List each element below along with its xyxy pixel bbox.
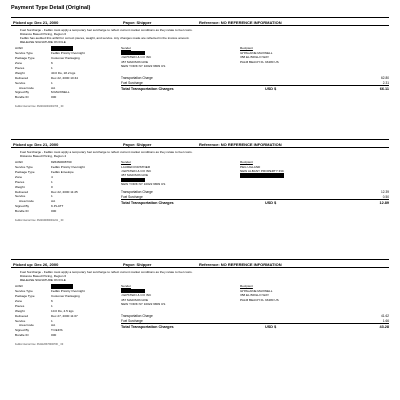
- charges-table: [121, 190, 389, 207]
- shipment-block: [11, 139, 389, 222]
- currency: USD $: [265, 325, 277, 330]
- currency: USD $: [265, 87, 277, 92]
- field-label: Bundle ID: [15, 209, 29, 214]
- payor: Payor: Shipper: [123, 20, 152, 25]
- field-value: 40.0 lbs, 18.2 kgs: [51, 70, 76, 75]
- field-label: Delivered: [15, 75, 29, 80]
- recipient-line: PALM BEACH FL 33480 US: [240, 297, 279, 302]
- recipient-address: [240, 160, 284, 178]
- field-value: 1: [51, 318, 53, 323]
- redaction-bar: [51, 284, 73, 289]
- reference: Reference: NO REFERENCE INFORMATION: [199, 262, 282, 267]
- shipment-header: [11, 139, 389, 148]
- page-title: Payment Type Detail (Original): [11, 5, 91, 11]
- field-label: Area Code: [19, 199, 34, 204]
- internal-use: FedEx Internal Use: 3641126376000706 _ 00: [15, 343, 64, 347]
- total-amount: 43.28: [379, 325, 389, 330]
- field-label: Pieces: [15, 179, 25, 184]
- sender-line: NEW YORK NY 10022 6809 US: [121, 182, 166, 187]
- payor: Payor: Shipper: [123, 142, 152, 147]
- field-label: Area Code: [19, 323, 34, 328]
- charge-amount: 12.39: [381, 190, 389, 195]
- reference: Reference: NO REFERENCE INFORMATION: [199, 142, 282, 147]
- field-value: K.PLATT: [51, 204, 64, 209]
- sender-line: NEW YORK NY 10022 6809 US: [121, 302, 166, 306]
- total-label: Total Transportation Charges: [121, 201, 174, 206]
- field-value: 000: [51, 209, 57, 214]
- shipment-block: [11, 259, 389, 346]
- field-label: Zone: [15, 174, 23, 179]
- field-label: Signed By: [15, 328, 30, 333]
- field-value: Dec 22, 2000 11:25: [51, 189, 78, 194]
- charges-table: [121, 314, 389, 331]
- sender-line: LAUREN KIRSTNER: [121, 164, 151, 169]
- field-label: Delivered: [15, 189, 29, 194]
- note-line: Distance Based Pricing, Region 4: [20, 154, 67, 159]
- field-label: Service Type: [15, 289, 33, 294]
- charge-label: Transportation Charge: [121, 190, 153, 195]
- charge-amount: 2.31: [382, 81, 389, 86]
- charge-label: Fuel Surcharge: [121, 319, 143, 324]
- recipient-line: PEG UGLAND: [240, 164, 261, 169]
- charge-label: Transportation Charge: [121, 76, 153, 81]
- shipment-fields: [15, 284, 85, 338]
- field-value: 6: [51, 61, 53, 66]
- recipient-line: GHISLAINE MAXWELL: [240, 50, 273, 55]
- field-label: Zone: [15, 61, 23, 66]
- field-value: 000: [51, 95, 57, 100]
- recipient-line: GHISLAINE MAXWELL: [240, 288, 273, 293]
- field-value: Dec 27, 2000 11:07: [51, 313, 78, 318]
- recipient-address: [240, 284, 279, 302]
- field-value: AA: [51, 85, 56, 90]
- total-amount: 66.11: [379, 87, 389, 92]
- redaction-bar: [51, 46, 73, 51]
- pickup-date: Picked up: Dec 21, 2000: [13, 20, 59, 25]
- field-row: [15, 95, 85, 100]
- field-label: Service: [15, 194, 26, 199]
- field-label: Service Type: [15, 51, 33, 56]
- internal-use: FedEx Internal Use: 3622041001001706 _ 00: [15, 105, 64, 109]
- field-label: Pieces: [15, 303, 25, 308]
- recipient-line: [240, 173, 284, 178]
- recipient-line: PALM BEACH FL 33480 US: [240, 59, 279, 64]
- field-label: Package Type: [15, 294, 35, 299]
- shipment-notes: [11, 270, 389, 282]
- charges-table: [121, 76, 389, 93]
- total-amount: 12.89: [379, 201, 389, 206]
- field-value: Dec 22, 2000 10:44: [51, 75, 79, 80]
- total-label: Total Transportation Charges: [121, 87, 174, 92]
- field-label: Service: [15, 80, 26, 85]
- field-value: FedEx Priority Overnight: [51, 289, 85, 294]
- internal-use: FedEx Internal Use: 3622040060001241 _ 00: [15, 219, 64, 223]
- pickup-date: Picked up: Dec 26, 2000: [13, 262, 59, 267]
- field-row: [15, 209, 85, 214]
- field-row: [15, 333, 85, 338]
- field-label: Bundle ID: [15, 333, 29, 338]
- field-value: FedEx Priority Overnight: [51, 165, 85, 170]
- charge-amount: 1.66: [382, 319, 389, 324]
- shipment-notes: [11, 28, 389, 44]
- field-value: 000: [51, 333, 57, 338]
- field-value: 4: [51, 174, 53, 179]
- field-label: Weight: [15, 184, 25, 189]
- sender-title: Sender: [121, 284, 131, 289]
- reference: Reference: NO REFERENCE INFORMATION: [199, 20, 282, 25]
- field-value: AA: [51, 323, 56, 328]
- field-label: Airbill: [15, 160, 23, 165]
- field-label: Service: [15, 318, 26, 323]
- total-label: Total Transportation Charges: [121, 325, 174, 330]
- note-line: RELEASE SIGNATURE ON FILE: [20, 40, 66, 45]
- shipment-fields: [15, 160, 85, 214]
- payor: Payor: Shipper: [123, 262, 152, 267]
- shipment-header: [11, 259, 389, 268]
- shipment-notes: [11, 150, 389, 158]
- currency: USD $: [265, 201, 277, 206]
- recipient-title: Recipient: [240, 284, 253, 289]
- field-label: Weight: [15, 308, 25, 313]
- total-row: [121, 200, 389, 207]
- charge-amount: 62.80: [381, 76, 389, 81]
- sender-line: NEW YORK NY 10022 6809 US: [121, 64, 166, 69]
- field-label: Zone: [15, 298, 23, 303]
- sender-address: [121, 284, 165, 306]
- field-label: Service Type: [15, 165, 33, 170]
- pickup-date: Picked up: Dec 21, 2000: [13, 142, 59, 147]
- note-line: FedEx has audited this airbill for correct pieces, weight, and service. Any changes made are reflected in the invoice amount.: [20, 36, 190, 41]
- recipient-line: 358 EL BRILLO WAY: [240, 55, 270, 60]
- field-label: Package Type: [15, 169, 35, 174]
- charge-label: Transportation Charge: [121, 314, 153, 319]
- field-label: Pieces: [15, 65, 25, 70]
- sender-line: 457 MADISON AVE: [121, 59, 149, 64]
- field-value: Customer Packaging: [51, 56, 80, 61]
- total-row: [121, 324, 389, 331]
- field-label: Area Code: [19, 85, 34, 90]
- field-value: FedEx Envelope: [51, 169, 74, 174]
- field-label: Airbill: [15, 284, 23, 289]
- field-value: M.MAXWELL: [51, 90, 70, 95]
- note-line: Fuel Surcharge - FedEx must apply a temporary fuel surcharge to reflect current market conditions as they relate to fuel costs.: [20, 150, 193, 154]
- field-value: AA: [51, 199, 56, 204]
- field-label: Delivered: [15, 313, 29, 318]
- sender-address: [121, 46, 165, 68]
- charge-label: Fuel Surcharge: [121, 195, 143, 200]
- sender-line: J EPSTEIN & CO INC: [121, 169, 152, 173]
- sender-line: 457 MADISON AVE: [121, 297, 149, 302]
- recipient-address: [240, 46, 279, 64]
- field-value: 10.0 lbs, 4.5 kgs: [51, 308, 74, 313]
- note-line: Fuel Surcharge - FedEx must apply a temporary fuel surcharge to reflect current market conditions as they relate to fuel costs.: [20, 28, 193, 32]
- shipment-fields: [15, 46, 85, 100]
- shipment-body: [11, 160, 389, 216]
- sender-line: J EPSTEIN & CO INC: [121, 293, 152, 298]
- shipment-body: [11, 284, 389, 340]
- field-value: 1: [51, 194, 53, 199]
- sender-title: Sender: [121, 46, 131, 51]
- sender-line: J EPSTEIN & CO INC: [121, 55, 152, 60]
- sender-line: 457 MADISON AVE: [121, 173, 149, 178]
- field-label: Signed By: [15, 90, 30, 95]
- shipment-header: [11, 17, 389, 26]
- note-line: RELEASE SIGNATURE ON FILE: [20, 278, 66, 283]
- recipient-title: Recipient: [240, 160, 253, 165]
- field-value: FedEx Priority Overnight: [51, 51, 85, 56]
- field-label: Package Type: [15, 56, 35, 61]
- redaction-bar: [240, 173, 284, 178]
- charge-label: Fuel Surcharge: [121, 81, 143, 86]
- note-line: Distance Based Pricing, Region 6: [20, 274, 67, 279]
- field-value: 1: [51, 179, 53, 184]
- field-value: 826460008760: [51, 160, 72, 165]
- note-line: Distance Based Pricing, Region 6: [20, 32, 67, 37]
- field-label: Weight: [15, 70, 25, 75]
- field-value: T.CEFIS: [51, 328, 63, 333]
- field-value: 1: [51, 65, 53, 70]
- field-value: 0: [51, 184, 53, 189]
- sender-title: Sender: [121, 160, 131, 165]
- total-row: [121, 86, 389, 93]
- field-value: 6: [51, 298, 53, 303]
- field-value: Customer Packaging: [51, 294, 80, 299]
- field-label: Airbill: [15, 46, 23, 51]
- shipment-body: [11, 46, 389, 102]
- field-value: 1: [51, 80, 53, 85]
- sender-address: [121, 160, 165, 187]
- shipment-block: [11, 17, 389, 108]
- note-line: Fuel Surcharge - FedEx must apply a temporary fuel surcharge to reflect current market conditions as they relate to fuel costs.: [20, 270, 193, 274]
- charge-amount: 41.62: [381, 314, 389, 319]
- field-label: Signed By: [15, 204, 30, 209]
- field-value: 1: [51, 303, 53, 308]
- recipient-title: Recipient: [240, 46, 253, 51]
- charge-amount: 0.50: [382, 195, 389, 200]
- recipient-line: 358 EL BRILLO WAY: [240, 293, 270, 298]
- recipient-line: NEW ALBANY PROPERTY INC: [240, 169, 285, 173]
- field-label: Bundle ID: [15, 95, 29, 100]
